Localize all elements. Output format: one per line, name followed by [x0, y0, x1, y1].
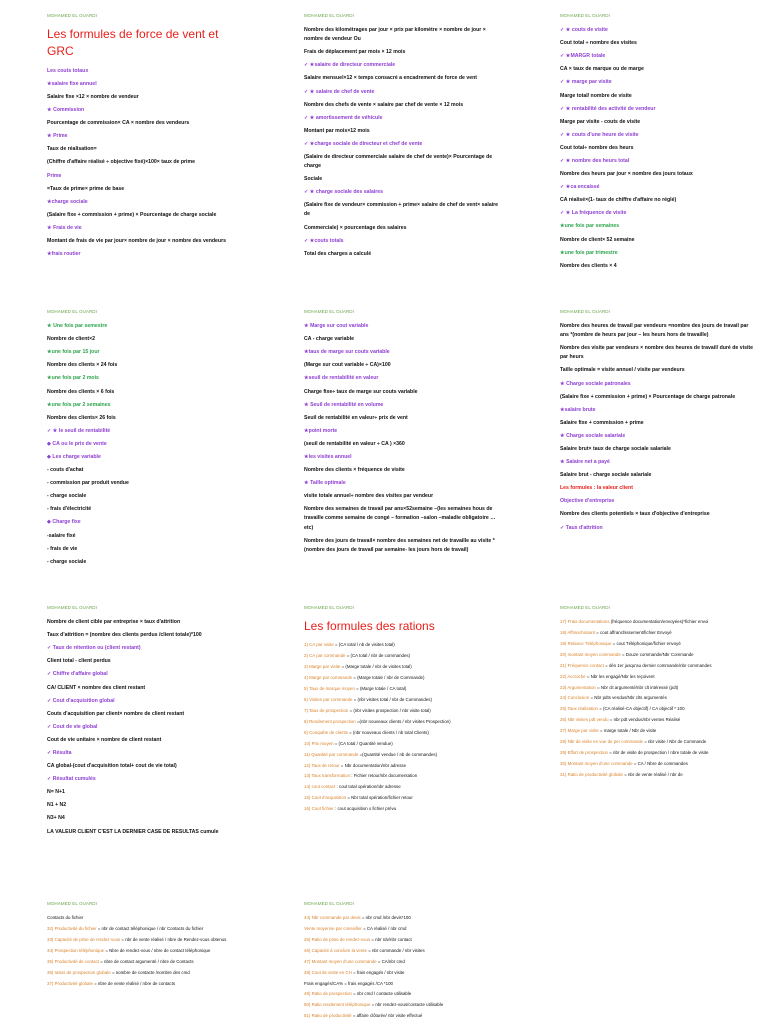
- formula-heading: ✓ ★ salaire de chef de vente: [304, 88, 375, 95]
- ratio-name: 4) Marge par commande: [304, 675, 353, 681]
- ratio-line: [560, 727, 756, 735]
- page-author: MOHAMED EL OUARDI: [560, 309, 610, 314]
- formula-heading: ★frais routier: [47, 251, 81, 258]
- ratio-name: 5) Taux de marque moyen: [304, 686, 355, 692]
- ratio-line: [47, 980, 243, 988]
- formula-heading: ★ Commission: [47, 107, 85, 114]
- ratio-formula: = Douze commande/Nbr Commande: [620, 651, 694, 657]
- ratio-name: 18) Affranchissant: [560, 629, 596, 635]
- formula-heading: ✓ ★ rentabilité des activité de vendeur: [560, 105, 656, 112]
- ratio-name: 34) Prospection téléphonique: [47, 947, 105, 953]
- ratio-line: [304, 762, 500, 770]
- formula-heading: ★les visites annuel: [304, 453, 352, 460]
- formula-heading: ✓ ★ couts de visite: [560, 27, 608, 34]
- formula-heading: ✓ Résultat cumulés: [47, 776, 96, 783]
- ratio-name: 24) Conclusion: [560, 695, 590, 701]
- formula-heading: ★salaire fixe annuel: [47, 80, 97, 87]
- formula-heading: ★taux de marge sur couts variable: [304, 349, 390, 356]
- ratio-name: 9) Conquête de clients: [304, 729, 348, 735]
- ratio-formula: = cout affranchissement/fichier Envoyé: [595, 629, 672, 635]
- formula-text: Nombre des clients× 26 fois: [47, 414, 116, 421]
- ratio-name: 51) Ratio de productivité: [304, 1013, 352, 1019]
- document-page-2: [304, 12, 500, 263]
- ratio-formula: = Nbr les engagé/Nbr les reçoivent: [585, 673, 655, 679]
- formula-heading: ★ Taille optimale: [304, 480, 346, 487]
- formula-text: Sociale: [304, 176, 323, 183]
- ratio-name: 3) Marge par visite: [304, 664, 341, 670]
- ratio-formula: = CA / Nbre de commandes: [632, 761, 688, 767]
- formula-text: N1 + N2: [47, 802, 67, 809]
- formula-text: (seuil de rentabilité en valeur ÷ CA ) ×360: [304, 440, 405, 447]
- ratio-formula: =(nbr nouveaux clients / nbr visites Prospection): [355, 718, 451, 724]
- ratio-line: [304, 707, 500, 715]
- page-author: MOHAMED EL OUARDI: [47, 13, 97, 18]
- formula-heading: Prime: [47, 172, 62, 179]
- ratio-name: 8) Rendement prospection: [304, 718, 356, 724]
- formula-text: visite totale annuel÷ nombre des visites par vendeur: [304, 493, 434, 500]
- ratio-name: 13) Taux transformation: [304, 773, 351, 779]
- ratio-formula: = Nbr pdts vendus/Nbr clts argumentés: [589, 695, 667, 701]
- ratio-line: [304, 1012, 500, 1020]
- formula-text: (Marge sur cout variable ÷ CA)×100: [304, 362, 391, 369]
- formula-text: CA/ CLIENT × nombre des client restant: [47, 684, 146, 691]
- ratio-line: [560, 694, 756, 702]
- formula-text: Montant de frais de vie par jour× nombre de jour × nombre des vendeurs: [47, 238, 227, 245]
- formula-text: Taux d'attrition = (nombre des clients perdus /client totale)*100: [47, 632, 202, 639]
- ratio-name: 36) ratios de prospection globale: [47, 969, 111, 975]
- formula-text: Nombre des heures de travail par vendeurs =nombre des jours de travail par ans *(nombre de heurs par jour – les heurs hors de travaille): [560, 323, 749, 339]
- ratio-name: 37) Productivité globale: [47, 980, 93, 986]
- document-page-4: [47, 308, 243, 571]
- ratio-line: [560, 684, 756, 692]
- formula-heading: ★ Frais de vie: [47, 224, 82, 231]
- ratio-formula: = nbr visite / Nbr de Commande: [642, 739, 707, 745]
- ratio-formula: = affaire clôturée/ nbr visite effectué: [351, 1013, 423, 1019]
- ratio-formula: = nbr commande / nbr visites: [366, 947, 425, 953]
- formula-heading: ★ Charge sociale salariale: [560, 432, 626, 439]
- formula-text: - charge sociale: [47, 558, 87, 565]
- formula-heading: ✓ ★charge sociale de directeur et chef de vente: [304, 140, 423, 147]
- ratio-name: 26) Nbr visites pdt vendu: [560, 717, 609, 723]
- ratio-line: [47, 947, 243, 955]
- ratio-formula: = nbr cmd /nbr devis*100: [360, 915, 411, 921]
- ratio-line: [560, 738, 756, 746]
- formula-heading: ★ Salaire net a payé: [560, 459, 610, 466]
- ratio-formula: = CA réalisé / nbr cmd: [361, 925, 407, 931]
- formula-text: Salaire fixe + commission + prime: [560, 419, 644, 426]
- page-author: MOHAMED EL OUARDI: [47, 309, 97, 314]
- ratio-formula: = (nbr visites prospection / nbr visite total): [348, 707, 431, 713]
- formula-heading: ★charge sociale: [47, 198, 88, 205]
- ratio-line: [304, 925, 500, 933]
- formula-heading: ✓ Taux de rétention ou (client restant): [47, 645, 141, 652]
- document-page-10: [47, 900, 243, 990]
- ratio-formula: = Nbr clt argumenté/nbr clt intéressé (pdt): [595, 684, 679, 690]
- formula-text: -salaire fixé: [47, 532, 76, 539]
- ratio-formula: = nombre de contacte /nombre des cmd: [110, 969, 190, 975]
- formula-heading: ★une fois par trimestre: [560, 249, 618, 256]
- ratio-name: 14) cout contact: [304, 784, 336, 790]
- ratio-name: 49) Ratio de prospection: [304, 991, 352, 997]
- ratio-line: [47, 936, 243, 944]
- ratio-line: [304, 674, 500, 682]
- formula-text: N= N+1: [47, 789, 65, 796]
- formula-heading: ★ Seuil de rentabilité en volume: [304, 401, 384, 408]
- ratio-line: [304, 751, 500, 759]
- formula-heading: ✓ ★ couts d'une heure de visite: [560, 131, 639, 138]
- ratio-line: [304, 947, 500, 955]
- ratio-line: [560, 760, 756, 768]
- ratio-formula: = (CA total / nbr de commandes): [345, 653, 411, 659]
- ratio-line: [560, 771, 756, 779]
- ratio-name: 31) Ratio de productivité globale: [560, 771, 623, 777]
- formula-text: Seuil de rentabilité en valeur÷ prix de vent: [304, 414, 408, 421]
- ratio-line: [304, 936, 500, 944]
- formula-heading: ◆ CA ou le prix de vente: [47, 440, 107, 447]
- ratio-name: 35) Productivité de contact: [47, 958, 99, 964]
- ratio-formula: = nbr de vente réalisé / nbr de: [622, 771, 683, 777]
- ratio-name: Vente moyenne par conseiller: [304, 925, 362, 931]
- formula-text: Nombre des clients × fréquence de visite: [304, 467, 405, 474]
- ratio-line: [304, 696, 500, 704]
- formula-heading: ★ Marge sur cout variable: [304, 323, 369, 330]
- ratio-line: [47, 914, 243, 922]
- ratio-line: [304, 805, 500, 813]
- ratio-name: 48) Cout de visite en CH: [304, 969, 352, 975]
- formula-heading: Les couts totaux: [47, 67, 89, 74]
- formula-text: (Chiffre d'affaire réalisé ÷ objective fixé)×100× taux de prime: [47, 159, 195, 166]
- ratio-formula: = nbr cmd / contacte utilisable: [351, 991, 412, 997]
- formula-heading: ★ Charge sociale patronales: [560, 380, 631, 387]
- ratio-name: 45) Ratio de prise de rendez-vous: [304, 936, 371, 942]
- page-author: MOHAMED EL OUARDI: [304, 901, 354, 906]
- page-author: MOHAMED EL OUARDI: [560, 13, 610, 18]
- ratio-formula: : Fichier retour/nbr documentation: [350, 773, 418, 779]
- formula-heading: ✓ Résulta: [47, 749, 72, 756]
- ratio-formula: = (Marge totale / nbr de Commande): [352, 675, 425, 681]
- ratio-formula: = CA/nbr cmd: [376, 958, 405, 964]
- ratio-formula: = nbr rendez-vous/contacte utilisable: [370, 1002, 444, 1008]
- formula-heading: ✓ Cout d'acquisition global: [47, 697, 115, 704]
- ratio-name: 6) Visites par commande: [304, 697, 353, 703]
- formula-text: Nombre des clients × 24 fois: [47, 362, 118, 369]
- ratio-line: [560, 618, 756, 626]
- ratio-line: [304, 718, 500, 726]
- formula-heading: ✓ ★ La fréquence de visite: [560, 210, 627, 217]
- formula-text: Cout de vie unitaire × nombre de client restant: [47, 736, 162, 743]
- ratio-line: [304, 794, 500, 802]
- formula-text: Salaire brut× taux de charge sociale salariale: [560, 445, 671, 452]
- ratio-line: [560, 651, 756, 659]
- ratio-name: 11) Quantité par commande: [304, 751, 359, 757]
- formula-heading: Objective d'entreprise: [560, 498, 615, 505]
- formula-heading: ✓ ★couts totals: [304, 237, 344, 244]
- formula-text: Cout total ÷ nombre des visites: [560, 40, 637, 47]
- ratio-name: 23) Argumentation: [560, 684, 596, 690]
- page-author: MOHAMED EL OUARDI: [47, 605, 97, 610]
- formula-text: Nombre des kilométrages par jour × prix par kilomètre × nombre de jour × nombre de vendeur Ou: [304, 27, 486, 43]
- formula-text: Nombre des visite par vendeurs × nombre des heures de travail/ duré de visite par heurs: [560, 345, 754, 361]
- formula-text: - couts d'achat: [47, 467, 84, 474]
- formula-text: Cout total÷ nombre des heurs: [560, 144, 634, 151]
- formula-text: (Salaire fixe de vendeur× commission + prime× salaire de chef de vent× salaire de: [304, 202, 499, 218]
- formula-text: Salaire fixe ×12 × nombre de vendeur: [47, 94, 139, 100]
- page-title: Les formules de force de vent et GRC: [47, 27, 219, 59]
- document-page-6: [560, 308, 756, 537]
- ratio-formula: = (Marge totale / CA total): [354, 686, 407, 692]
- ratio-formula: = (nbr visites total / nbr de Commandes): [352, 697, 432, 703]
- formula-heading: ★une fois par 2 semaines: [47, 401, 111, 408]
- ratio-formula: Frais engagés/CA% = frais engagés /CA *100: [304, 980, 393, 986]
- ratio-line: [560, 716, 756, 724]
- ratio-name: 32) Productivité du fichier: [47, 925, 97, 931]
- ratio-formula: = nbre de contact argumenté / nbre de Contacts: [99, 958, 194, 964]
- ratio-name: 25) Taux réalisation: [560, 706, 598, 712]
- ratio-name: 20) montant moyen commande: [560, 651, 621, 657]
- ratio-formula: = (nbr nouveaux clients / nb total Clients): [347, 729, 429, 735]
- ratio-name: 12) Taux de retour: [304, 762, 340, 768]
- ratio-formula: = Nbr total opération/fichier retour: [346, 795, 413, 801]
- ratio-name: 2) CA par commande: [304, 653, 346, 659]
- formula-text: Total des charges a calculé: [304, 250, 372, 257]
- ratio-line: [47, 925, 243, 933]
- ratio-line: [304, 958, 500, 966]
- formula-text: Marge total/ nombre de visite: [560, 92, 632, 99]
- ratio-formula: (fréquence documentation/envoyées)*fichier envoi: [609, 619, 709, 625]
- ratio-name: 17) Frais documentations: [560, 619, 610, 625]
- formula-text: Marge par visite - couts de visite: [560, 118, 641, 125]
- ratio-name: 15) Cout d'acquisition: [304, 795, 347, 801]
- formula-text: Nombre de client cible par entreprise × taux d'attrition: [47, 619, 181, 626]
- formula-heading: ✓ ★ le seuil de rentabilité: [47, 427, 111, 434]
- ratio-line: [304, 1001, 500, 1009]
- ratio-line: [304, 729, 500, 737]
- document-page-5: [304, 308, 500, 559]
- ratio-name: 19) Relance Téléphonique: [560, 640, 612, 646]
- page-author: MOHAMED EL OUARDI: [560, 605, 610, 610]
- formula-heading: ★une fois par 15 jour: [47, 349, 100, 356]
- ratio-name: 1) CA par visite: [304, 642, 334, 648]
- formula-text: CA × taux de marque ou de marge: [560, 66, 644, 73]
- formula-heading: ✓ Chiffre d'affaire global: [47, 671, 108, 678]
- ratio-name: 27) Marge par visite: [560, 728, 599, 734]
- formula-heading: ★seuil de rentabilité en valeur: [304, 375, 379, 382]
- ratio-line: [560, 673, 756, 681]
- formula-text: Nombre des chefs de vente × salaire par chef de vente × 12 mois: [304, 101, 464, 108]
- formula-heading: ✓ Taux d'attrition: [560, 524, 603, 531]
- ratio-line: [304, 914, 500, 922]
- ratio-formula: = Nbr documentation/nbr adresse: [339, 762, 407, 768]
- document-page-7: [47, 604, 243, 841]
- ratio-formula: = nbre de vente réalisé / nbre de contacts: [92, 980, 176, 986]
- ratio-formula: = (Marge totale / nbr de visites total): [340, 664, 412, 670]
- formula-text: Taille optimale = visite annuel / visite par vendeurs: [560, 367, 685, 374]
- formula-text: LA VALEUR CLIENT C'EST LA DERNIER CASE DE RESULTAS cumule: [47, 828, 219, 835]
- formula-text: - frais de vie: [47, 545, 78, 552]
- formula-heading: ✓ ★ nombre des heurs total: [560, 157, 630, 164]
- ratio-name: 46) Capacité à conclure la vente: [304, 947, 367, 953]
- formula-text: Taux de réalisation=: [47, 146, 97, 153]
- ratio-formula: : cout acquisition x fichier prévu: [333, 806, 397, 812]
- ratio-name: 16) Cout fichier: [304, 806, 334, 812]
- ratio-name: 10) Prix moyen: [304, 740, 334, 746]
- formula-text: CA réalisé×(1- taux de chiffre d'affaire no réglé): [560, 197, 677, 204]
- ratio-formula: : cout total opération/nbr adresse: [335, 784, 401, 790]
- ratio-formula: = nbr rdv/nbr contact: [370, 936, 412, 942]
- ratio-formula: = marge totale / Nbr de visite: [598, 728, 657, 734]
- document-page-8: [304, 604, 500, 816]
- formula-text: (Salaire fixe + commission + prime) × Pourcentage de charge patronale: [560, 393, 736, 400]
- ratio-formula: = dès 1er jusqu'au dernier commande/nbr commandes: [603, 662, 712, 668]
- ratio-line: [304, 685, 500, 693]
- formula-text: Pourcentage de commission× CA × nombre des vendeurs: [47, 120, 190, 127]
- page-author: MOHAMED EL OUARDI: [304, 13, 354, 18]
- formula-text: Nombre des clients × 4: [560, 262, 617, 269]
- ratio-formula: = nbr de vente réalisé / nbre de Rendez-vous obtenus: [120, 936, 227, 942]
- ratio-name: 29) Effort de prospection: [560, 750, 609, 756]
- formula-heading: ★ Prime: [47, 133, 68, 140]
- ratio-formula: Contacts du fichier: [47, 915, 84, 921]
- page-author: MOHAMED EL OUARDI: [47, 901, 97, 906]
- ratio-formula: = nbr de contact téléphonique / nbr Contacts du fichier: [96, 925, 204, 931]
- ratio-name: 30) Montant moyen d'une commande: [560, 761, 633, 767]
- ratio-line: [560, 629, 756, 637]
- ratio-name: 47) Montant moyen d'une commande: [304, 958, 377, 964]
- formula-heading: ✓ ★MARGR totale: [560, 53, 606, 60]
- page-title: Les formules des rations: [304, 619, 435, 634]
- ratio-line: [47, 969, 243, 977]
- formula-text: =Taux de prime× prime de base: [47, 185, 125, 192]
- ratio-formula: = cout Téléphonique/fichier envoyé: [611, 640, 681, 646]
- formula-text: Salaire brut - charge sociale salariale: [560, 472, 652, 479]
- formula-text: Client total - client perdus: [47, 658, 111, 665]
- formula-heading: ✓ ★salaire de directeur commerciale: [304, 62, 396, 69]
- ratio-formula: = frais engagés / nbr visite: [351, 969, 405, 975]
- formula-heading: ✓ ★ amortissement de véhicule: [304, 114, 383, 121]
- formula-heading: Les formules : la valeur client: [560, 485, 633, 492]
- formula-text: Nombre de client×2: [47, 336, 95, 343]
- ratio-line: [560, 749, 756, 757]
- ratio-name: 50) Ratio rendement téléphonique: [304, 1002, 371, 1008]
- ratio-formula: =(Quantité vendue / nb de commandes): [358, 751, 438, 757]
- formula-text: Salaire mensuel×12 × temps consacré a encadrement de force de vent: [304, 75, 477, 82]
- document-page-9: [560, 604, 756, 782]
- ratio-line: [304, 652, 500, 660]
- ratio-line: [304, 740, 500, 748]
- ratio-formula: = nbr pdt vendus/nbr ventes Réalisé: [608, 717, 681, 723]
- ratio-line: [304, 772, 500, 780]
- page-author: MOHAMED EL OUARDI: [304, 605, 354, 610]
- ratio-formula: = (CA total / Quantité vendue): [333, 740, 393, 746]
- formula-text: Nombre des clients potentiels × taux d'objective d'entreprise: [560, 511, 710, 518]
- page-author: MOHAMED EL OUARDI: [304, 309, 354, 314]
- ratio-line: [560, 705, 756, 713]
- ratio-name: 21) Fréquence contact: [560, 662, 604, 668]
- formula-heading: ★ Une fois par semestre: [47, 323, 108, 330]
- ratio-line: [304, 990, 500, 998]
- ratio-name: 44) Nbr commande par devis: [304, 915, 361, 921]
- formula-text: Frais de déplacement par mois × 12 mois: [304, 49, 406, 56]
- formula-text: N3+ N4: [47, 815, 65, 822]
- formula-text: Nombre des jours de travail× nombre des semaines net de travaille au visite *(nombre des jours de travail par semaine- les jours hors de travail): [304, 537, 495, 553]
- formula-heading: ◆ Charge fixe: [47, 519, 81, 526]
- ratio-line: [560, 640, 756, 648]
- formula-heading: ✓ ★ marge par visite: [560, 79, 612, 86]
- formula-heading: ★une fois par 2 mois: [47, 375, 99, 382]
- ratio-formula: = (CA total / nb de visites total): [333, 642, 395, 648]
- ratio-line: [304, 980, 500, 988]
- formula-heading: ✓ ★ca encaissé: [560, 184, 600, 191]
- ratio-line: [47, 958, 243, 966]
- formula-text: CA global-(cout d'acquisition total+ cout de vie total): [47, 763, 177, 770]
- ratio-formula: = Nbre de rendez-vous / nbre de contact téléphonique: [104, 947, 211, 953]
- formula-text: Charge fixe÷ taux de marge sur couts variable: [304, 388, 418, 395]
- ratio-name: 22) Accroche: [560, 673, 586, 679]
- formula-text: Nombre des semaines de travail par ans×52semaine –(les semaines hous de travaille comme semaine de congé – formation –salon –maladie obligatoire …etc): [304, 506, 496, 531]
- ratio-line: [304, 783, 500, 791]
- formula-heading: ★salaire brute: [560, 406, 596, 413]
- formula-text: CA - charge variable: [304, 336, 354, 343]
- ratio-name: 7) Taux de prospection: [304, 707, 349, 713]
- ratio-line: [304, 641, 500, 649]
- ratio-formula: = nbr de visite de prospection / nbre totale de visite: [608, 750, 709, 756]
- formula-text: Commerciale) × pourcentage des salaires: [304, 224, 407, 231]
- ratio-line: [304, 663, 500, 671]
- formula-text: - commission par produit vendue: [47, 480, 129, 487]
- formula-text: - charge sociale: [47, 493, 87, 500]
- formula-text: Nombre des heurs par jour × nombre des jours totaux: [560, 171, 693, 178]
- ratio-name: 33) Capacité de prise de rendez-vous: [47, 936, 121, 942]
- ratio-line: [304, 969, 500, 977]
- formula-heading: ✓ Cout de vie global: [47, 723, 98, 730]
- formula-heading: ◆ Les charge variable: [47, 453, 101, 460]
- formula-text: Nombre de client× 52 semaine: [560, 236, 635, 243]
- ratio-formula: = (CA réalisé-CA objectif) / CA objectif * 100: [598, 706, 685, 712]
- formula-text: - frais d'électricité: [47, 506, 92, 513]
- formula-heading: ★une fois par semaines: [560, 223, 620, 230]
- document-page-1: [47, 12, 243, 263]
- formula-text: (Salaire fixe + commission + prime) × Pourcentage de charge sociale: [47, 211, 217, 218]
- formula-text: Couts d'acquisition par client× nombre de client restant: [47, 710, 185, 717]
- ratio-line: [560, 662, 756, 670]
- formula-text: (Salaire de directeur commerciale salaire de chef de vente)× Pourcentage de charge: [304, 153, 493, 170]
- ratio-name: 28) Nbr de visite en vue de per commande: [560, 739, 643, 745]
- formula-heading: ★point morte: [304, 427, 338, 434]
- document-page-11: [304, 900, 500, 1023]
- formula-heading: ✓ ★ charge sociale des salaires: [304, 189, 384, 196]
- document-page-3: [560, 12, 756, 275]
- formula-text: Nombre des clients × 6 fois: [47, 388, 115, 395]
- formula-text: Montant par mois×12 mois: [304, 127, 370, 134]
